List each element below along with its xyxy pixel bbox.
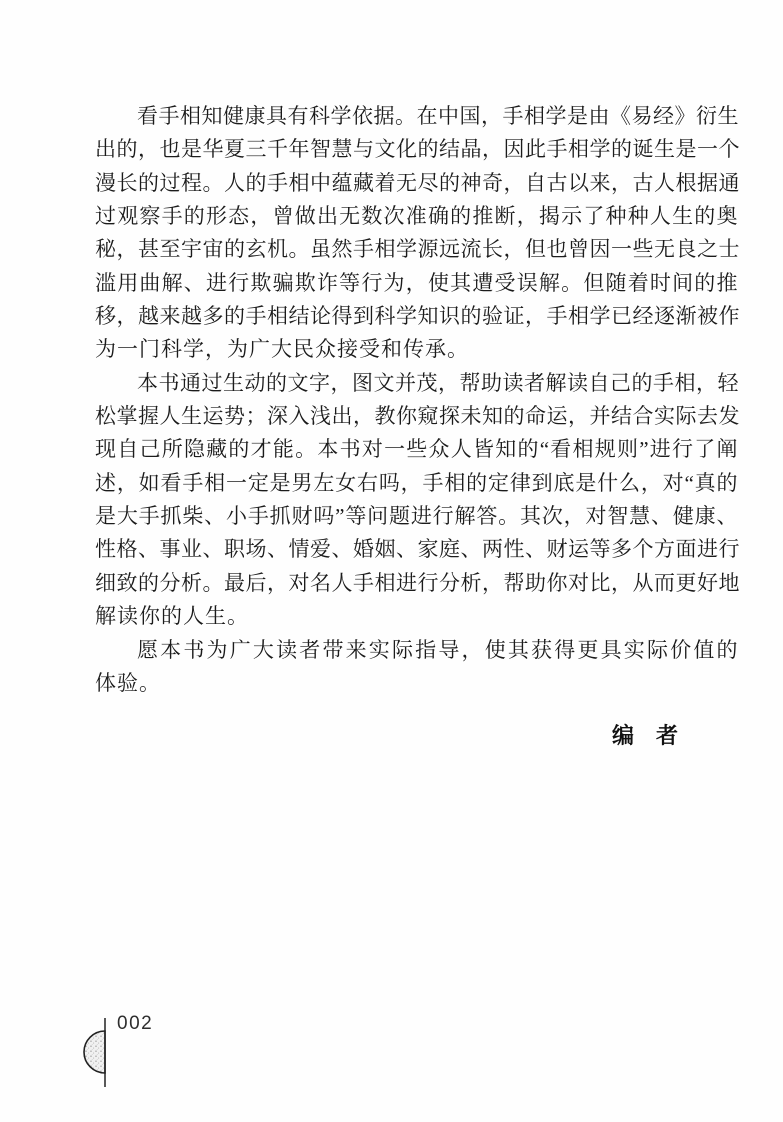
paragraph-3	[95, 634, 738, 701]
text-line: 性格、事业、职场、情爱、婚姻、家庭、两性、财运等多个方面进行	[95, 537, 740, 562]
text-line: 秘，甚至宇宙的玄机。虽然手相学源远流长，但也曾因一些无良之士	[95, 237, 740, 262]
text-line: 过观察手的形态，曾做出无数次准确的推断，揭示了种种人生的奥	[95, 204, 738, 229]
text-line: 滥用曲解、进行欺骗欺诈等行为，使其遭受误解。但随着时间的推	[95, 270, 738, 295]
text-line: 出的，也是华夏三千年智慧与文化的结晶，因此手相学的诞生是一个	[95, 137, 740, 162]
text-line: 是大手抓柴、小手抓财吗”等问题进行解答。其次，对智慧、健康、	[95, 504, 738, 529]
text-line: 本书通过生动的文字，图文并茂，帮助读者解读自己的手相，轻	[137, 370, 739, 395]
text-line: 移，越来越多的手相结论得到科学知识的验证，手相学已经逐渐被作	[95, 304, 740, 329]
text-line: 漫长的过程。人的手相中蕴藏着无尽的神奇，自古以来，古人根据通	[95, 170, 740, 195]
text-line: 看手相知健康具有科学依据。在中国，手相学是由《易经》衍生	[137, 104, 739, 128]
half-circle-texture	[84, 1031, 105, 1073]
author-signature: 编 者	[611, 723, 678, 748]
text-line: 愿本书为广大读者带来实际指导，使其获得更具实际价值的	[137, 637, 738, 662]
paragraph-1	[95, 100, 738, 367]
text-line: 细致的分析。最后，对名人手相进行分析，帮助你对比，从而更好地	[95, 570, 740, 595]
text-line: 述，如看手相一定是男左女右吗，手相的定律到底是什么，对“真的	[95, 470, 738, 495]
text-line: 松掌握人生运势；深入浅出，教你窥探未知的命运，并结合实际去发	[95, 404, 740, 429]
text-line: 解读你的人生。	[95, 604, 249, 629]
page-number: 002	[117, 1013, 154, 1034]
text-line: 为一门科学，为广大民众接受和传承。	[95, 337, 469, 362]
text-line: 体验。	[95, 670, 161, 695]
paragraph-2	[95, 367, 738, 634]
text-line: 现自己所隐藏的才能。本书对一些众人皆知的“看相规则”进行了阐	[95, 437, 738, 462]
preface-text	[95, 100, 738, 700]
